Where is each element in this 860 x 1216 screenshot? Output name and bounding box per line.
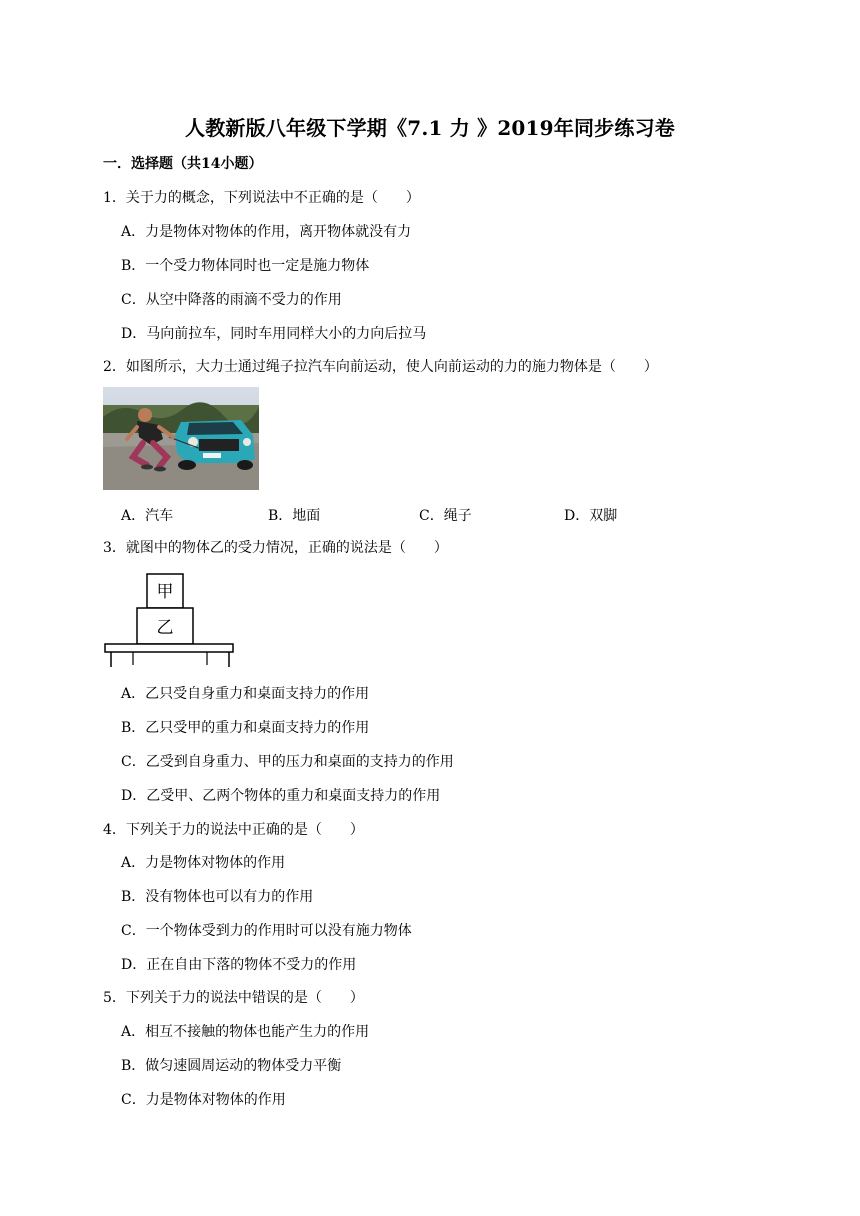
- question-3-option-c: C．乙受到自身重力、甲的压力和桌面的支持力的作用: [121, 754, 454, 770]
- question-1-option-c: C．从空中降落的雨滴不受力的作用: [121, 292, 342, 308]
- question-4-option-d: D．正在自由下落的物体不受力的作用: [121, 957, 357, 973]
- question-1-stem: 1．关于力的概念，下列说法中不正确的是（ ）: [103, 190, 420, 206]
- question-2-option-b: B．地面: [268, 508, 321, 524]
- question-5-stem: 5．下列关于力的说法中错误的是（ ）: [103, 990, 364, 1006]
- block-yi-label: 乙: [156, 618, 174, 638]
- question-1-option-a: A．力是物体对物体的作用，离开物体就没有力: [121, 224, 412, 240]
- question-3-option-a: A．乙只受自身重力和桌面支持力的作用: [121, 686, 370, 702]
- question-4-option-a: A．力是物体对物体的作用: [121, 855, 286, 871]
- block-jia-label: 甲: [156, 582, 174, 602]
- page-title: 人教新版八年级下学期《7.1 力 》2019年同步练习卷: [185, 116, 675, 140]
- question-4-option-b: B．没有物体也可以有力的作用: [121, 889, 314, 905]
- question-2-option-a: A．汽车: [121, 508, 174, 524]
- question-5-option-c: C．力是物体对物体的作用: [121, 1092, 286, 1108]
- question-4-option-c: C．一个物体受到力的作用时可以没有施力物体: [121, 923, 412, 939]
- question-3-option-b: B．乙只受甲的重力和桌面支持力的作用: [121, 720, 370, 736]
- question-5-option-b: B．做匀速圆周运动的物体受力平衡: [121, 1058, 342, 1074]
- stacked-blocks-figure: [103, 572, 235, 670]
- question-1-option-b: B．一个受力物体同时也一定是施力物体: [121, 258, 370, 274]
- question-5-option-a: A．相互不接触的物体也能产生力的作用: [121, 1024, 370, 1040]
- strongman-pulling-car-photo: [103, 387, 259, 490]
- question-3-stem: 3．就图中的物体乙的受力情况，正确的说法是（ ）: [103, 540, 448, 556]
- question-2-options: [121, 505, 681, 523]
- question-2-option-c: C．绳子: [419, 508, 472, 524]
- question-1-option-d: D．马向前拉车，同时车用同样大小的力向后拉马: [121, 326, 427, 342]
- question-3-option-d: D．乙受甲、乙两个物体的重力和桌面支持力的作用: [121, 788, 441, 804]
- question-2-option-d: D．双脚: [564, 508, 618, 524]
- question-4-stem: 4．下列关于力的说法中正确的是（ ）: [103, 822, 364, 838]
- question-2-stem: 2．如图所示，大力士通过绳子拉汽车向前运动，使人向前运动的力的施力物体是（ ）: [103, 359, 658, 375]
- section-heading: 一．选择题（共14小题）: [103, 156, 263, 172]
